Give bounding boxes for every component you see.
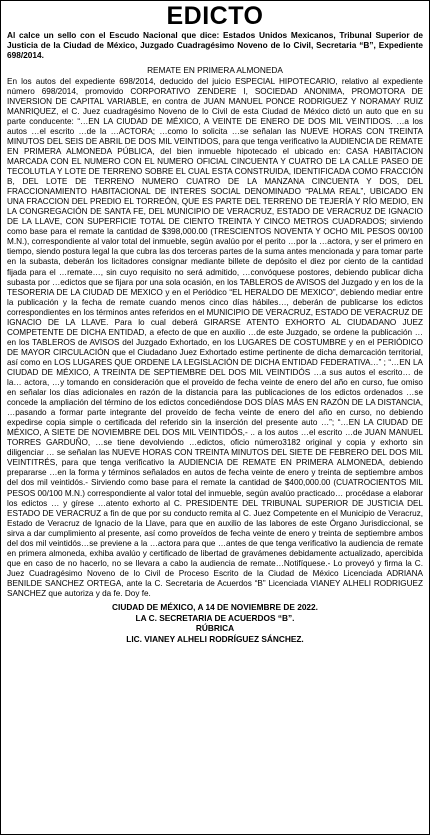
edict-intro: Al calce un sello con el Escudo Nacional que dice: Estados Unidos Mexicanos, Tribunal Superior de Justicia de la Ciudad de México, Juzgado Cuadragésimo Noveno de lo Civil, Secretaria “B”, Expediente 698/2014. [7, 30, 423, 61]
edict-title: EDICTO [166, 2, 264, 30]
signature-block [7, 602, 423, 644]
signature-place-date: CIUDAD DE MÉXICO, A 14 DE NOVIEMBRE DE 2022. [112, 602, 318, 613]
edict-body: En los autos del expediente 698/2014, deducido del juicio ESPECIAL HIPOTECARIO, relativo al expediente número 698/2014, promovido CORPORATIVO ZENDERE I, SOCIEDAD ANONIMA, PROMOTORA DE INVERSION DE CAPITAL VARIABLE, en contra de JUAN MANUEL PONCE RODRIGUEZ Y NORAMAY RUIZ MANRIQUEZ, el C. Juez cuadragésimo Noveno de lo Civil de esta Ciudad de México dictó un auto que en su parte conducente: “…EN LA CIUDAD DE MÉXICO, A VEINTE DE ENERO DE DOS MIL VEINTIDOS. …a los autos …el escrito …de la …ACTORA; …como lo solicita …se señalan las NUEVE HORAS CON TREINTA MINUTOS DEL SEIS DE ABRIL DE DOS MIL VEINTIDOS, para que tenga verificativo la AUDIENCIA DE REMATE EN PRIMERA ALMONEDA PÚBLICA, del bien inmueble hipotecado el ubicado en: CASA HABITACION MARCADA CON EL NUMERO CON EL NUMERO OFICIAL CINCUENTA Y CUATRO DE LA CALLE PASEO DE TECOLUTLA Y LOTE DE TERRENO SOBRE EL CUAL ESTA CONSTRUIDA, IDENTIFICADA COMO FRACCIÓN B, DEL LOTE DE TERRENO NUMERO CUATRO DE LA MANZANA CINCUENTA Y DOS, DEL FRACCIONAMIENTO HABITACIONAL DE INTERES SOCIAL DENOMINADO “PALMA REAL”, UBICADO EN UNA FRACCION DEL PREDIO EL TORREÓN, QUE ES PARTE DEL TERRENO DE TEJERÍA Y RÍO MEDIO, EN LA CONGREGACIÓN DE SANTA FE, DEL MUNICIPIO DE VERACRUZ, ESTADO DE VERACRUZ DE IGNACIO DE LA LLAVE, CON SUPERFICIE TOTAL DE CIENTO TREINTA Y CINCO METROS CUADRADOS; sirviendo como base para el remate la cantidad de $398,000.00 (TRESCIENTOS NOVENTA Y OCHO MIL PESOS 00/100 M.N.), correspondiente al valor total del inmueble, según avalúo por el perito …por la …actora, y ser el primero en tiempo, siendo postura legal la que cubra las dos terceras partes de la suma antes mencionada y para tomar parte en la subasta, deberán los licitadores consignar mediante billete de depósito el diez por ciento de la cantidad fijada para el …remate…, sin cuyo requisito no será admitido, …convóquese postores, debiendo publicar dicha subasta por …edictos que se fijara por una sola ocasión, en los TABLEROS de AVISOS del Juzgado y en los de la TESORERIA DE LA CIUDAD DE MEXICO y en el Periódico “EL HERALDO DE MEXICO”, debiendo mediar entre la publicación y la fecha de remate cuando menos cinco días hábiles…, deberán de publicarse los edictos correspondientes en los términos antes referidos en el MUNICIPIO DE VERACRUZ, ESTADO DE VERACRUZ DE IGNACIO DE LA LLAVE. Para lo cual deberá GIRARSE ATENTO EXHORTO AL CIUDADANO JUEZ COMPETENTE DE DICHA ENTIDAD, a efecto de que en auxilio …de este Juzgado, se ordene la publicación …en los TABLEROS de AVISOS del Juzgado Exhortado, en los LUGARES DE COSTUMBRE y en el PERIÓDICO DE MAYOR CIRCULACIÓN que el Ciudadano Juez Exhortado estime pertinente de dicha demarcación territorial, así como en LOS LUGARES QUE ORDENE LA LEGISLACIÓN DE DICHA ENTIDAD FEDERATIVA…” ; “…EN LA CIUDAD DE MÉXICO, A TREINTA DE SEPTIEMBRE DEL DOS MIL VEINTIDÓS …a sus autos el escrito… de la… actora, …y tomando en consideración que el proveído de fecha veinte de enero del año en curso, fue omiso en señalar los días adicionales en razón de la distancia para las publicaciones de los edictos ordenados …se concede la ampliación del término de los edictos concediéndose DOS DÍAS MÁS EN RAZÓN DE LA DISTANCIA, …pasando a formar parte integrante del proveído de fecha veinte de enero del año en curso, no debiendo expedirse copia simple o certificada del referido sin la inserción del presente auto …”; “…EN LA CIUDAD DE MÉXICO, A SIETE DE NOVIEMBRE DEL DOS MIL VEINTIDÓS,- .. a los autos …el escrito …de JUAN MANUEL TORRES GARDUÑO, …se tiene devolviendo …edictos, oficio número3182 original y copia y exhorto sin diligenciar … se señalan las NUEVE HORAS CON TREINTA MINUTOS DEL SIETE DE FEBRERO DEL DOS MIL VEINTITRÉS, para que tenga verificativo la AUDIENCIA DE REMATE EN PRIMERA ALMONEDA, debiendo prepararse …en la forma y términos señalados en autos de fecha veinte de enero y treinta de septiembre ambos del dos mil veintidós.- Sirviendo como base para el remate la cantidad de $400,000.00 (CUATROCIENTOS MIL PESOS 00/100 M.N.) correspondiente al valor total del inmueble, según avalúo practicado… procédase a elaborar los edictos … y gírese …atento exhorto al C. PRESIDENTE DEL TRIBUNAL SUPERIOR DE JUSTICIA DEL ESTADO DE VERACRUZ a fin de que por su conducto remita al C. Juez Competente en el Municipio de Veracruz, Estado de Veracruz de Ignacio de la Llave, para que en auxilio de las labores de este Órgano Jurisdiccional, se sirva a dar cumplimiento al presente, así como proveídos de fecha veinte de enero y treinta de septiembre ambos del dos mil veintidós…se previene a la …actora para que …antes de que tenga verificativo la audiencia de remate en primera almoneda, exhiba avalúo y certificado de libertad de gravámenes debidamente actualizado, apercibida que en caso de no hacerlo, no se llevara a cabo la audiencia de remate…Notifíquese.- Lo proveyó y firma la C. Juez Cuadragésimo Noveno de lo Civil de Proceso Escrito de la Ciudad de México Licenciada ADRIANA BENILDE SANCHEZ ORTEGA, ante la C. Secretaria de Acuerdos “B” Licenciada VIANEY ALHELI RODRIGUEZ SANCHEZ que autoriza y da fe. Doy fe. [7, 76, 423, 598]
edict-heading: REMATE EN PRIMERA ALMONEDA [147, 64, 283, 75]
signature-name: LIC. VIANEY ALHELI RODRÍGUEZ SÁNCHEZ. [126, 633, 304, 644]
signature-rubric: RÚBRICA [195, 623, 235, 634]
signature-role: LA C. SECRETARIA DE ACUERDOS “B”. [135, 612, 295, 623]
